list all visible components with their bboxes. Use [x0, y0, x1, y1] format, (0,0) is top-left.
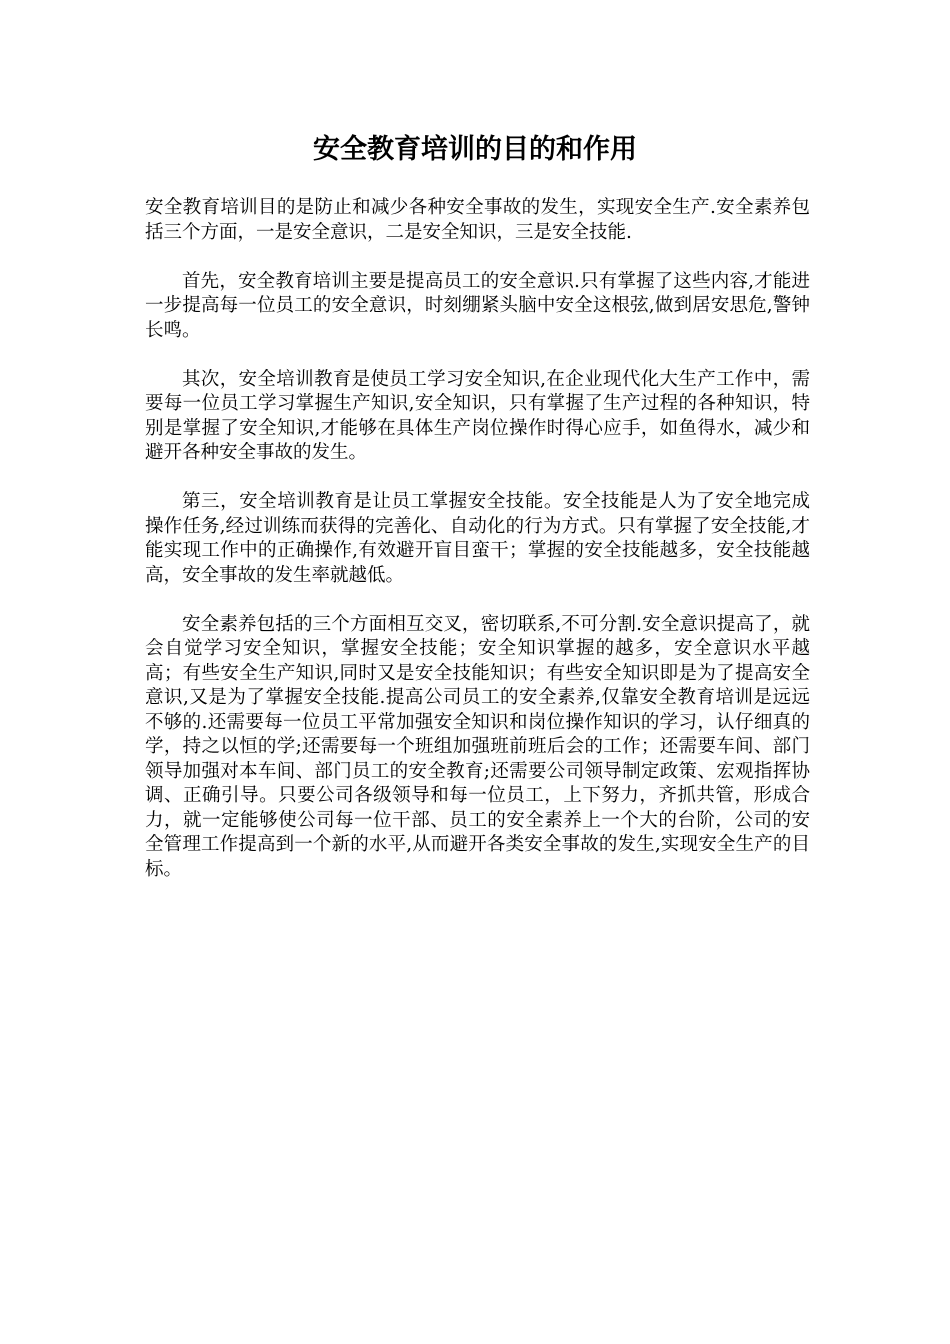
document-body	[145, 196, 810, 907]
paragraph-second: 其次，安全培训教育是使员工学习安全知识,在企业现代化大生产工作中，需要每一位员工学习掌握生产知识,安全知识，只有掌握了生产过程的各种知识，特别是掌握了安全知识,才能够在具体生产岗位操作时得心应手，如鱼得水，减少和避开各种安全事故的发生。	[145, 368, 810, 463]
paragraph-summary: 安全素养包括的三个方面相互交叉，密切联系,不可分割.安全意识提高了，就会自觉学习安全知识，掌握安全技能；安全知识掌握的越多，安全意识水平越高；有些安全生产知识,同时又是安全技能知识；有些安全知识即是为了提高安全意识,又是为了掌握安全技能.提高公司员工的安全素养,仅靠安全教育培训是远远不够的.还需要每一位员工平常加强安全知识和岗位操作知识的学习，认仔细真的学，持之以恒的学;还需要每一个班组加强班前班后会的工作；还需要车间、部门领导加强对本车间、部门员工的安全教育;还需要公司领导制定政策、宏观指挥协调、正确引导。只要公司各级领导和每一位员工，上下努力，齐抓共管，形成合力，就一定能够使公司每一位干部、员工的安全素养上一个大的台阶，公司的安全管理工作提高到一个新的水平,从而避开各类安全事故的发生,实现安全生产的目标。	[145, 613, 810, 880]
paragraph-first: 首先，安全教育培训主要是提高员工的安全意识.只有掌握了这些内容,才能进一步提高每一位员工的安全意识，时刻绷紧头脑中安全这根弦,做到居安思危,警钟长鸣。	[145, 270, 810, 341]
paragraph-third: 第三，安全培训教育是让员工掌握安全技能。安全技能是人为了安全地完成操作任务,经过训练而获得的完善化、自动化的行为方式。只有掌握了安全技能,才能实现工作中的正确操作,有效避开盲目蛮干；掌握的安全技能越多，安全技能越高，安全事故的发生率就越低。	[145, 491, 810, 586]
paragraph-intro: 安全教育培训目的是防止和减少各种安全事故的发生，实现安全生产.安全素养包括三个方面，一是安全意识，二是安全知识，三是安全技能.	[145, 197, 810, 243]
document-title: 安全教育培训的目的和作用	[313, 134, 637, 165]
